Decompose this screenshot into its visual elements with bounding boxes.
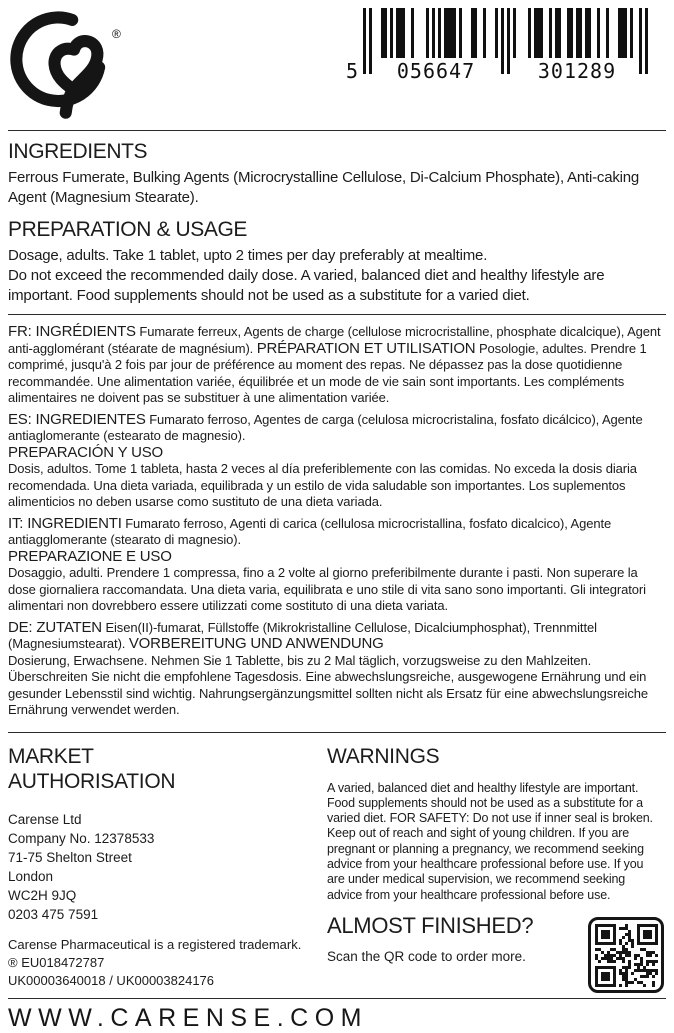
registered-trademark-icon: ® (112, 27, 121, 41)
trademark-info (8, 936, 313, 990)
it-preparation-label: PREPARAZIONE E USO (8, 547, 172, 565)
lang-block-it (8, 516, 666, 615)
de-ingredients-label: DE: ZUTATEN (8, 618, 102, 636)
market-authorisation-heading: MARKET AUTHORISATION (8, 744, 176, 793)
es-preparation-label: PREPARACIÓN Y USO (8, 443, 163, 461)
preparation-heading: PREPARATION & USAGE (8, 218, 248, 241)
advice-text: Do not exceed the recommended daily dose. A varied, balanced diet and healthy lifestyle are important. Food supplements should not be used as a substitute for a varied diet. (8, 267, 605, 304)
lang-block-fr (8, 324, 666, 407)
company-postcode: WC2H 9JQ (8, 887, 77, 903)
almost-finished-heading: ALMOST FINISHED? (327, 912, 534, 938)
company-city: London (8, 868, 54, 884)
fr-ingredients-label: FR: INGRÉDIENTS (8, 323, 136, 340)
es-ingredients-label: ES: INGREDIENTES (8, 410, 146, 428)
lang-block-es (8, 412, 666, 511)
trademark-eu-number: ® EU018472787 (8, 954, 105, 970)
fr-preparation-label: PRÉPARATION ET UTILISATION (256, 339, 476, 357)
ingredients-heading: INGREDIENTS (8, 140, 148, 163)
section-english (8, 131, 666, 314)
company-number: Company No. 12378533 (8, 830, 155, 846)
website-url: WWW.CARENSE.COM (8, 1003, 368, 1032)
company-phone: 0203 475 7591 (8, 906, 99, 922)
section-multilingual (8, 315, 666, 732)
warnings-text: A varied, balanced diet and healthy lifestyle are important. Food supplements should not be used as a substitute for a varied diet. FOR SAFETY: Do not use if inner seal is broken. Keep out of reach and sight of young children. If you are pregnant or planning a pregnancy, we recommend seeking advice from your healthcare professional before use. If you are under medical supervision, we recommend seeking advice from your healthcare professional before use. (327, 780, 653, 902)
trademark-statement: Carense Pharmaceutical is a registered trademark. (8, 936, 302, 952)
barcode (346, 8, 650, 96)
market-authorisation-column (8, 744, 313, 998)
de-preparation-text: Dosierung, Erwachsene. Nehmen Sie 1 Tablette, bis zu 2 Mal täglich, vorzugsweise zu den Mahlzeiten. Überschreiten Sie nicht die empfohlene Tagesdosis. Eine abwechslungsreiche, ausgewogene Ernährung und ein gesunder Lebensstil sind wichtig. Nahrungsergänzungsmittel sollten nicht als Ersatz für eine abwechslungsreiche Ernährung verwendet werden. (8, 652, 648, 717)
barcode-digit-group2: 301289 (537, 59, 617, 83)
company-name: Carense Ltd (8, 811, 82, 827)
qr-code-icon (588, 917, 664, 993)
de-preparation-label: VORBEREITUNG UND ANWENDUNG (128, 635, 384, 652)
barcode-digit-group1: 056647 (396, 59, 476, 83)
barcode-digit-system: 5 (346, 59, 359, 83)
fr-preparation-text: Posologie, adultes. Prendre 1 comprimé, jusqu'à 2 fois par jour de préférence au moment des repas. Ne dépassez pas la dose quotidienne recommandée. Une alimentation variée, équilibrée et un mode de vie sain sont importants. Les compléments alimentaires ne doivent pas se substituer à une alimentation variée. (8, 340, 647, 405)
it-preparation-text: Dosaggio, adulti. Prendere 1 compressa, fino a 2 volte al giorno preferibilmente durante i pasti. Non superare la dose giornaliera raccomandata. Una dieta varia, equilibrata e uno stile di vita sano sono importanti. Gli integratori alimentari non dovrebbero essere utilizzati come sostituto di una dieta variata. (8, 565, 646, 613)
barcode-digits (346, 56, 650, 84)
it-ingredients-text: Fumarato ferroso, Agenti di carica (cellulosa microcristallina, fosfato dicalcico), Agente antiagglomerante (stearato di magnesio). (8, 515, 612, 547)
es-ingredients-text: Fumarato ferroso, Agentes de carga (celulosa microcristalina, fosfato dicálcico), Agente antiaglomerante (estearato de magnesio). (8, 411, 643, 443)
dosage-line: Dosage, adults. Take 1 tablet, upto 2 times per day preferably at mealtime. (8, 247, 488, 264)
company-address (8, 810, 313, 924)
label-footer (8, 999, 666, 1033)
ingredients-text: Ferrous Fumerate, Bulking Agents (Microcrystalline Cellulose, Di-Calcium Phosphate), Anti-caking Agent (Magnesium Stearate). (8, 169, 640, 206)
company-street: 71-75 Shelton Street (8, 849, 132, 865)
carense-heart-logo-icon (10, 5, 114, 128)
it-ingredients-label: IT: INGREDIENTI (8, 514, 122, 532)
label-header (8, 0, 666, 130)
scan-qr-text: Scan the QR code to order more. (327, 948, 526, 964)
es-preparation-text: Dosis, adultos. Tome 1 tableta, hasta 2 veces al día preferiblemente con las comidas. No exceda la dosis diaria recomendada. Una dieta variada, equilibrada y un estilo de vida saludable son importantes. Los suplementos alimenticios no deben usarse como sustituto de una dieta variada. (8, 461, 637, 509)
de-ingredients-text: Eisen(II)-fumarat, Füllstoffe (Mikrokristalline Cellulose, Dicalciumphosphat), Trennmittel (Magnesiumstearat). (8, 619, 597, 651)
trademark-uk-numbers: UK00003640018 / UK00003824176 (8, 972, 215, 988)
lang-block-de (8, 620, 666, 719)
fr-ingredients-text: Fumarate ferreux, Agents de charge (cellulose microcristalline, phosphate dicalcique), Agent anti-agglomérant (stéarate de magnésium). (8, 324, 661, 356)
section-bottom (8, 733, 666, 998)
warnings-heading: WARNINGS (327, 744, 440, 768)
